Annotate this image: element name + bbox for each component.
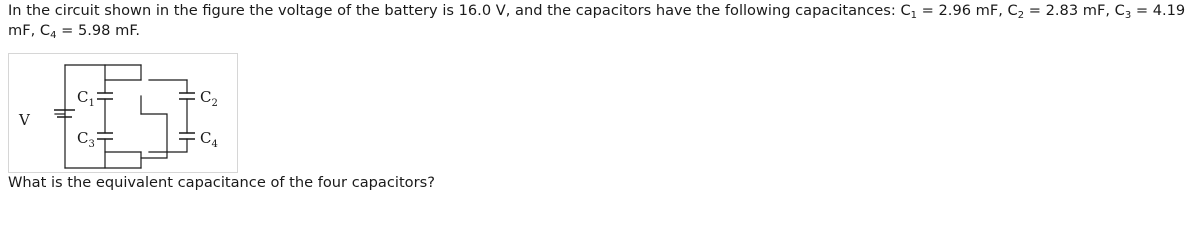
circuit-figure	[8, 53, 238, 173]
c3-label-sub: 3	[88, 139, 95, 150]
c1-label-sub: 1	[88, 98, 95, 109]
mid-connector	[141, 114, 167, 158]
battery-label: V	[19, 111, 30, 129]
c2-label	[200, 88, 218, 109]
left-branch-top	[105, 65, 141, 80]
c4-label	[200, 129, 218, 150]
c1-value: = 2.96 mF, C	[917, 2, 1018, 19]
capacitor-c2	[179, 93, 195, 99]
c4-subscript: 4	[50, 30, 57, 41]
c4-value: = 5.98 mF.	[56, 22, 141, 39]
c2-value: = 2.83 mF, C	[1024, 2, 1125, 19]
c1-subscript: 1	[910, 10, 918, 21]
c2-label-sub: 2	[211, 98, 218, 109]
c2-subscript: 2	[1017, 10, 1025, 21]
right-vert-bottom	[149, 139, 187, 152]
c4-label-main: C	[200, 129, 212, 147]
c2-label-main: C	[200, 88, 212, 106]
c3-label	[77, 129, 95, 150]
c4-label-sub: 4	[211, 139, 218, 150]
circuit-diagram	[9, 54, 239, 174]
c1-label-main: C	[77, 88, 89, 106]
problem-intro: In the circuit shown in the figure the voltage of the battery is 16.0 V, and the capacitors have the following capacitances: C	[8, 2, 911, 19]
c3-value: = 4.19 mF, C	[8, 2, 1186, 39]
c1-label	[77, 88, 95, 109]
capacitor-c4	[179, 133, 195, 139]
capacitor-c1	[97, 93, 113, 99]
left-branch-bottom	[105, 139, 141, 152]
c3-subscript: 3	[1124, 10, 1132, 21]
c3-label-main: C	[77, 129, 89, 147]
capacitor-c3	[97, 133, 113, 139]
problem-statement	[8, 1, 1198, 41]
question-text: What is the equivalent capacitance of the four capacitors?	[8, 174, 435, 191]
